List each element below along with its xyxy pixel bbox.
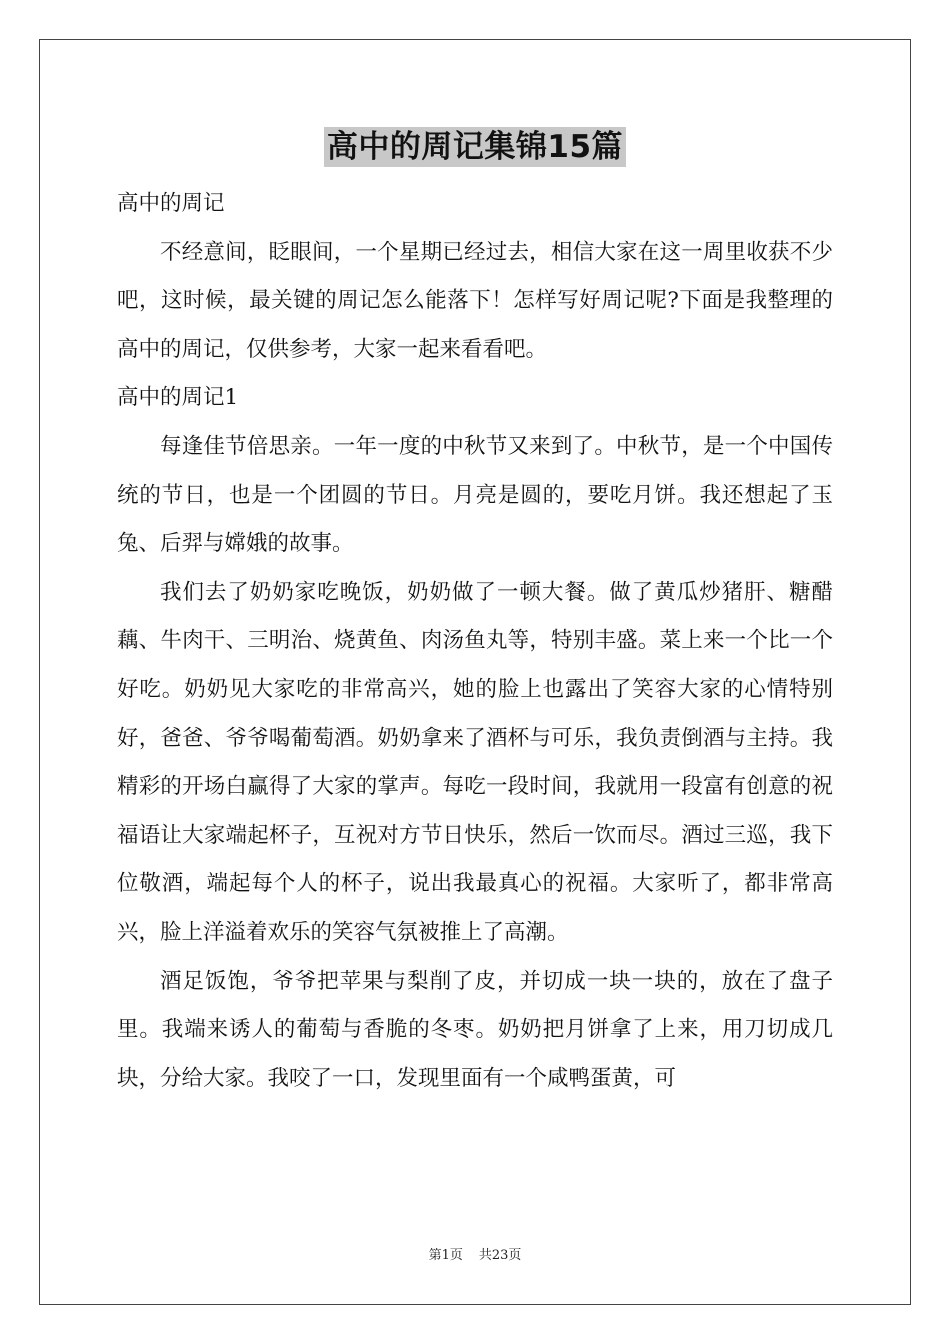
paragraph: 酒足饭饱，爷爷把苹果与梨削了皮，并切成一块一块的，放在了盘子里。我端来诱人的葡萄与香脆的冬枣。奶奶把月饼拿了上来，用刀切成几块，分给大家。我咬了一口，发现里面有一个咸鸭蛋黄，可 [117, 968, 833, 1091]
paragraph: 我们去了奶奶家吃晚饭，奶奶做了一顿大餐。做了黄瓜炒猪肝、糖醋藕、牛肉干、三明治、烧黄鱼、肉汤鱼丸等，特别丰盛。菜上来一个比一个好吃。奶奶见大家吃的非常高兴，她的脸上也露出了笑容大家的心情特别好，爸爸、爷爷喝葡萄酒。奶奶拿来了酒杯与可乐，我负责倒酒与主持。我精彩的开场白赢得了大家的掌声。每吃一段时间，我就用一段富有创意的祝福语让大家端起杯子，互祝对方节日快乐，然后一饮而尽。酒过三巡，我下位敬酒，端起每个人的杯子，说出我最真心的祝福。大家听了，都非常高兴，脸上洋溢着欢乐的笑容气氛被推上了高潮。 [117, 579, 833, 945]
page-number: 第1页 [428, 1248, 463, 1263]
section-heading: 高中的周记 [117, 191, 225, 216]
page-footer [0, 1247, 950, 1265]
document-body [117, 180, 833, 1103]
title-text: 高中的周记集锦15篇 [324, 127, 626, 167]
page-total: 共23页 [478, 1248, 522, 1263]
paragraph: 不经意间，眨眼间，一个星期已经过去，相信大家在这一周里收获不少吧，这时候，最关键的周记怎么能落下！怎样写好周记呢?下面是我整理的高中的周记，仅供参考，大家一起来看看吧。 [117, 239, 833, 362]
document-title [0, 127, 950, 167]
paragraph: 每逢佳节倍思亲。一年一度的中秋节又来到了。中秋节，是一个中国传统的节日，也是一个团圆的节日。月亮是圆的，要吃月饼。我还想起了玉兔、后羿与嫦娥的故事。 [117, 433, 833, 557]
section-heading: 高中的周记1 [117, 385, 239, 411]
